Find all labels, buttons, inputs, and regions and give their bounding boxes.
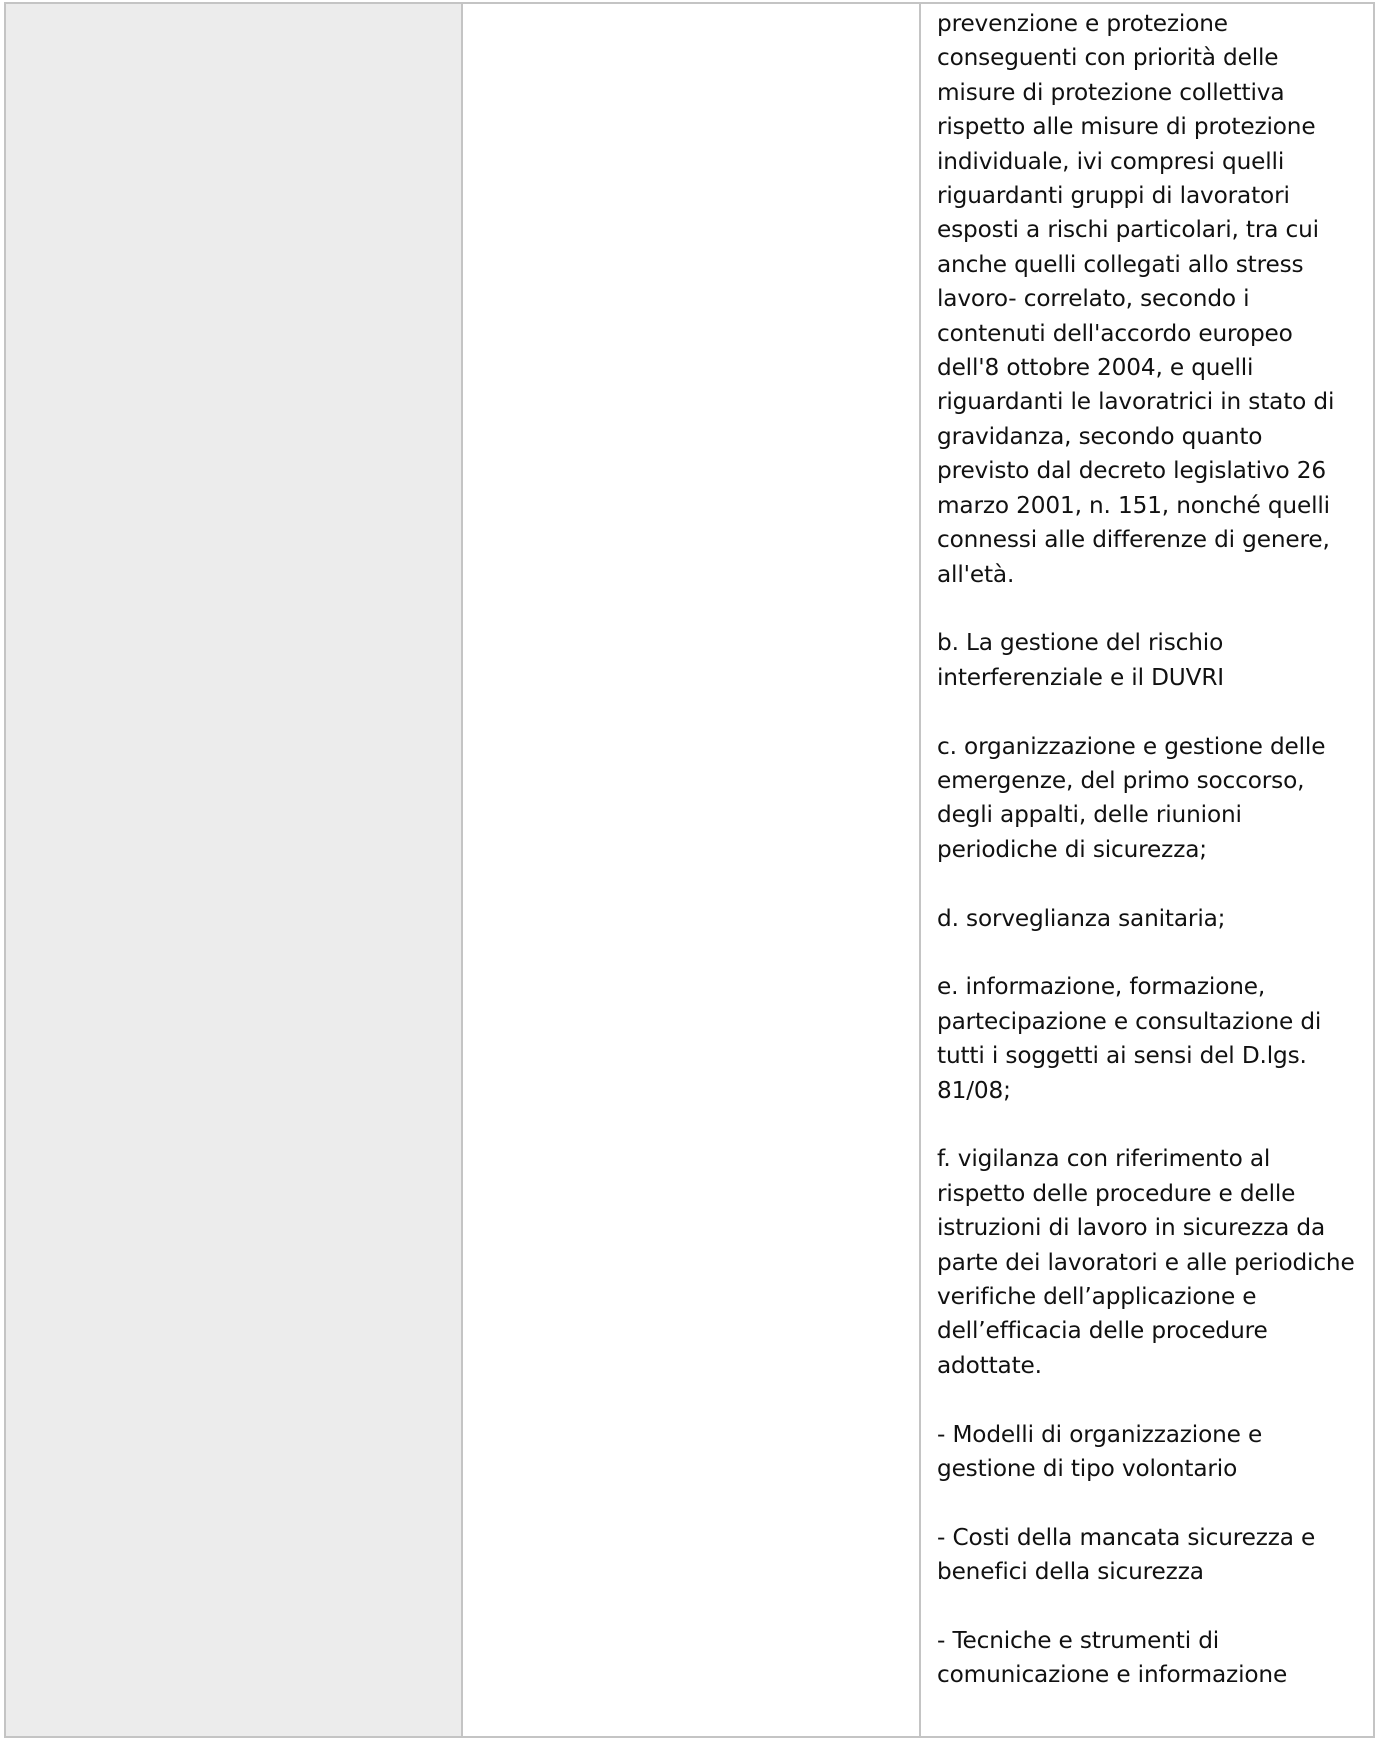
paragraph-item-f: f. vigilanza con riferimento al rispetto delle procedure e delle istruzioni di lavoro in sicurezza da parte dei lavoratori e alle periodiche verifiche dell’applicazione e dell’efficacia delle procedure adottate. — [937, 1145, 1355, 1379]
middle-cell-text — [463, 4, 919, 7]
paragraph-item-d: d. sorveglianza sanitaria; — [937, 904, 1226, 932]
paragraph-item-e: e. informazione, formazione, partecipazione e consultazione di tutti i soggetti ai sensi del D.lgs. 81/08; — [937, 973, 1322, 1104]
content-table — [4, 2, 1375, 1738]
paragraph-bullet-costs: - Costi della mancata sicurezza e benefici della sicurezza — [937, 1523, 1316, 1586]
paragraph-item-b: b. La gestione del rischio interferenziale e il DUVRI — [937, 629, 1224, 691]
content-cell — [921, 4, 1373, 1693]
paragraph-bullet-models: - Modelli di organizzazione e gestione di tipo volontario — [937, 1420, 1263, 1482]
paragraph-bullet-communication: - Tecniche e strumenti di comunicazione e informazione — [937, 1626, 1288, 1689]
table-cell-label-column — [5, 3, 462, 1737]
paragraph-risk-assessment-continued: prevenzione e protezione conseguenti con priorità delle misure di protezione collettiva rispetto alle misure di protezione individuale, ivi compresi quelli riguardanti gruppi di lavoratori esposti a rischi particolari, tra cui anche quelli collegati allo stress lavoro- correlato, secondo i contenuti dell'accordo europeo dell'8 ottobre 2004, e quelli riguardanti le lavoratrici in stato di gravidanza, secondo quanto previsto dal decreto legislativo 26 marzo 2001, n. 151, nonché quelli connessi alle differenze di genere, all'età. — [937, 10, 1335, 588]
table-row — [5, 3, 1374, 1737]
table-cell-middle-column — [462, 3, 920, 1737]
paragraph-item-c: c. organizzazione e gestione delle emergenze, del primo soccorso, degli appalti, delle riunioni periodiche di sicurezza; — [937, 732, 1326, 863]
table-cell-content-column — [920, 3, 1374, 1737]
label-cell-text — [6, 4, 461, 7]
